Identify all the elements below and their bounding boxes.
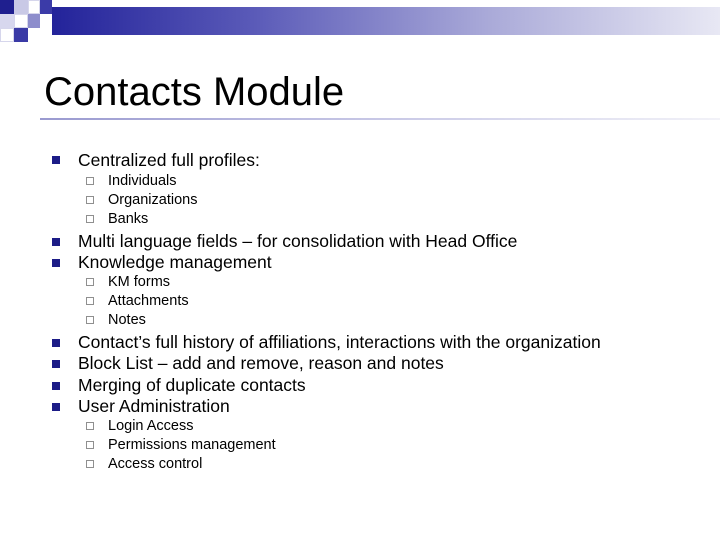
header-decoration [0,0,720,50]
hollow-square-icon [86,316,94,324]
sub-bullet-text: Organizations [108,192,198,208]
slide-title: Contacts Module [44,70,345,114]
checker-square [28,28,40,42]
filled-square-icon [52,339,60,347]
sub-bullet-text: Permissions management [108,437,276,453]
checker-square [0,0,14,14]
hollow-square-icon [86,422,94,430]
bullet-text: Centralized full profiles: [78,150,260,170]
sub-bullet-text: Individuals [108,173,177,189]
filled-square-icon [52,156,60,164]
hollow-square-icon [86,297,94,305]
checker-square [0,28,14,42]
checker-square [40,0,52,14]
filled-square-icon [52,403,60,411]
hollow-square-icon [86,441,94,449]
bullet-text: Merging of duplicate contacts [78,375,306,395]
filled-square-icon [52,259,60,267]
hollow-square-icon [86,196,94,204]
bullet-text: Knowledge management [78,252,272,272]
checker-square [14,14,28,28]
sub-bullet-text: Attachments [108,293,189,309]
sub-bullet-text: Banks [108,211,149,227]
checker-square [14,28,28,42]
title-rule [40,118,720,120]
checker-square [28,0,40,14]
gradient-band [52,7,720,35]
bullet-text: User Administration [78,396,230,416]
filled-square-icon [52,382,60,390]
hollow-square-icon [86,460,94,468]
checker-square [0,14,14,28]
bullet-text: Block List – add and remove, reason and notes [78,353,444,373]
bullet-text: Contact’s full history of affiliations, interactions with the organization [78,332,601,352]
hollow-square-icon [86,278,94,286]
sub-bullet-text: Login Access [108,418,194,434]
filled-square-icon [52,360,60,368]
checker-square [14,0,28,14]
sub-bullet-text: KM forms [108,274,171,290]
hollow-square-icon [86,215,94,223]
sub-bullet-text: Notes [108,312,146,328]
checker-square [28,14,40,28]
hollow-square-icon [86,177,94,185]
sub-bullet-text: Access control [108,456,203,472]
bullet-text: Multi language fields – for consolidation with Head Office [78,231,518,251]
filled-square-icon [52,238,60,246]
